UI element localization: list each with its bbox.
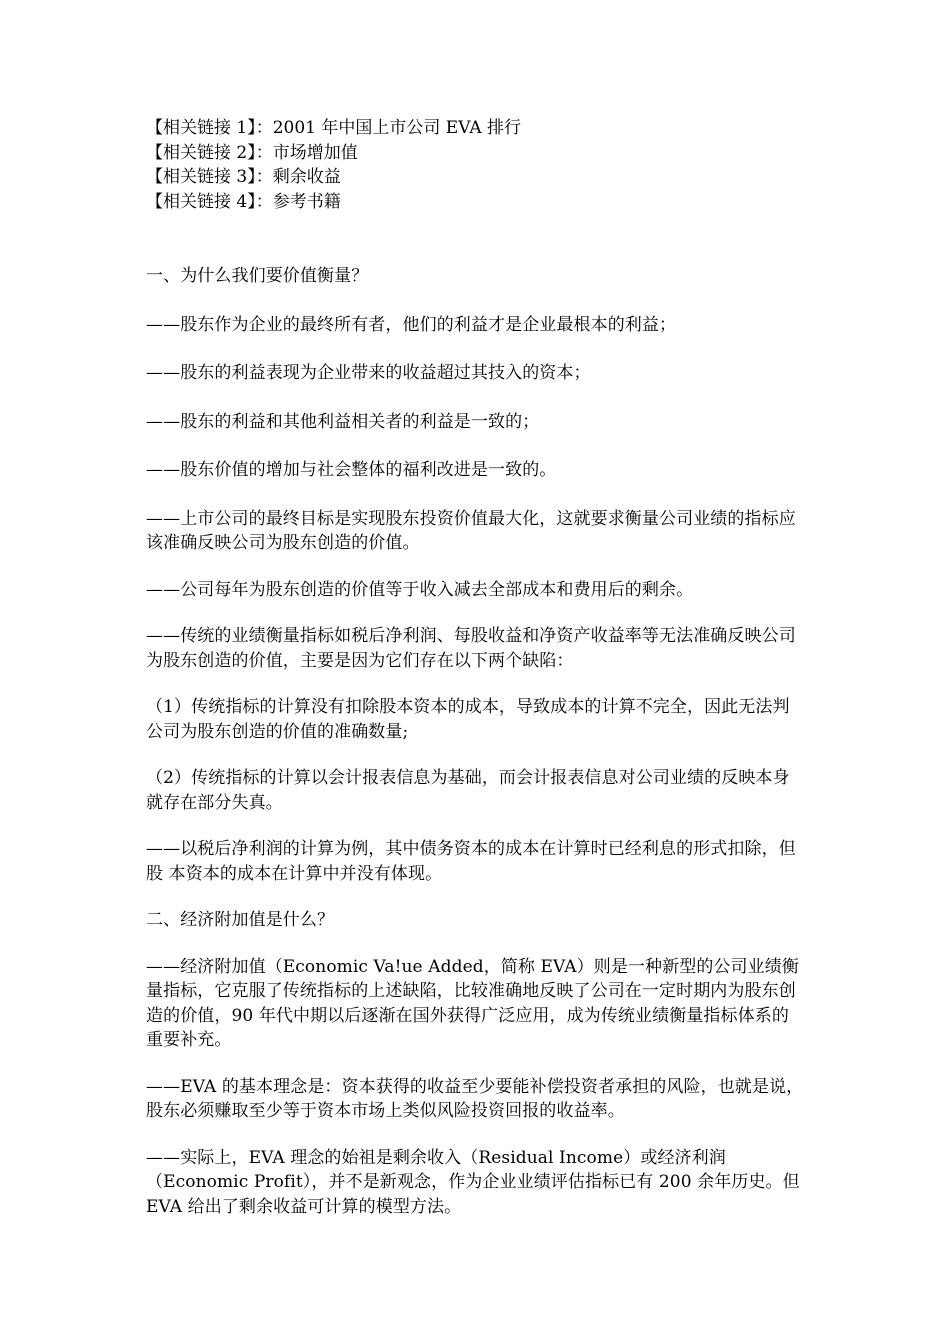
paragraph: ——传统的业绩衡量指标如税后净利润、每股收益和净资产收益率等无法准确反映公司为股东创造的价值，主要是因为它们存在以下两个缺陷： bbox=[146, 626, 796, 671]
paragraph: ——股东的利益表现为企业带来的收益超过其技入的资本； bbox=[146, 363, 591, 383]
paragraph: （1）传统指标的计算没有扣除股本资本的成本，导致成本的计算不完全，因此无法判公司为股东创造的价值的准确数量; bbox=[146, 697, 790, 742]
paragraph: ——EVA 的基本理念是：资本获得的收益至少要能补偿投资者承担的风险，也就是说，股东必须赚取至少等于资本市场上类似风险投资回报的收益率。 bbox=[146, 1076, 804, 1121]
paragraph: ——实际上，EVA 理念的始祖是剩余收入（Residual Income）或经济利润（Economic Profit），并不是新观念，作为企业业绩评估指标已有 200 余年历史。但 EVA 给出了剩余收益可计算的模型方法。 bbox=[146, 1147, 800, 1217]
paragraph: ——上市公司的最终目标是实现股东投资价值最大化，这就要求衡量公司业绩的指标应该准确反映公司为股东创造的价值。 bbox=[146, 508, 796, 553]
paragraph: ——公司每年为股东创造的价值等于收入减去全部成本和费用后的剩余。 bbox=[146, 579, 694, 600]
document-page bbox=[146, 116, 806, 1219]
related-link-1[interactable]: 【相关链接 1】：2001 年中国上市公司 EVA 排行 bbox=[146, 118, 522, 138]
related-link-3[interactable]: 【相关链接 3】：剩余收益 bbox=[146, 167, 341, 187]
paragraph: ——股东的利益和其他利益相关者的利益是一致的； bbox=[146, 411, 540, 432]
paragraph: ——股东作为企业的最终所有者，他们的利益才是企业最根本的利益； bbox=[146, 314, 677, 335]
paragraph: ——以税后净利润的计算为例，其中债务资本的成本在计算时已经利息的形式扣除，但股 本资本的成本在计算中并没有体现。 bbox=[146, 839, 796, 884]
related-link-4[interactable]: 【相关链接 4】：参考书籍 bbox=[146, 191, 341, 212]
paragraph: ——股东价值的增加与社会整体的福利改进是一致的。 bbox=[146, 460, 557, 480]
section-heading-1: 一、为什么我们要价值衡量？ bbox=[146, 266, 369, 286]
paragraph: （2）传统指标的计算以会计报表信息为基础，而会计报表信息对公司业绩的反映本身就存在部分失真。 bbox=[146, 768, 790, 813]
section-heading-2: 二、经济附加值是什么？ bbox=[146, 910, 335, 930]
paragraph: ——经济附加值（Economic Va!ue Added，简称 EVA）则是一种新型的公司业绩衡量指标，它克服了传统指标的上述缺陷，比较准确地反映了公司在一定时期内为股东创造的价值，90 年代中期以后逐渐在国外获得广泛应用，成为传统业绩衡量指标体系的重要补充。 bbox=[146, 956, 799, 1050]
related-link-2[interactable]: 【相关链接 2】：市场增加值 bbox=[146, 142, 358, 163]
related-links bbox=[146, 116, 806, 214]
